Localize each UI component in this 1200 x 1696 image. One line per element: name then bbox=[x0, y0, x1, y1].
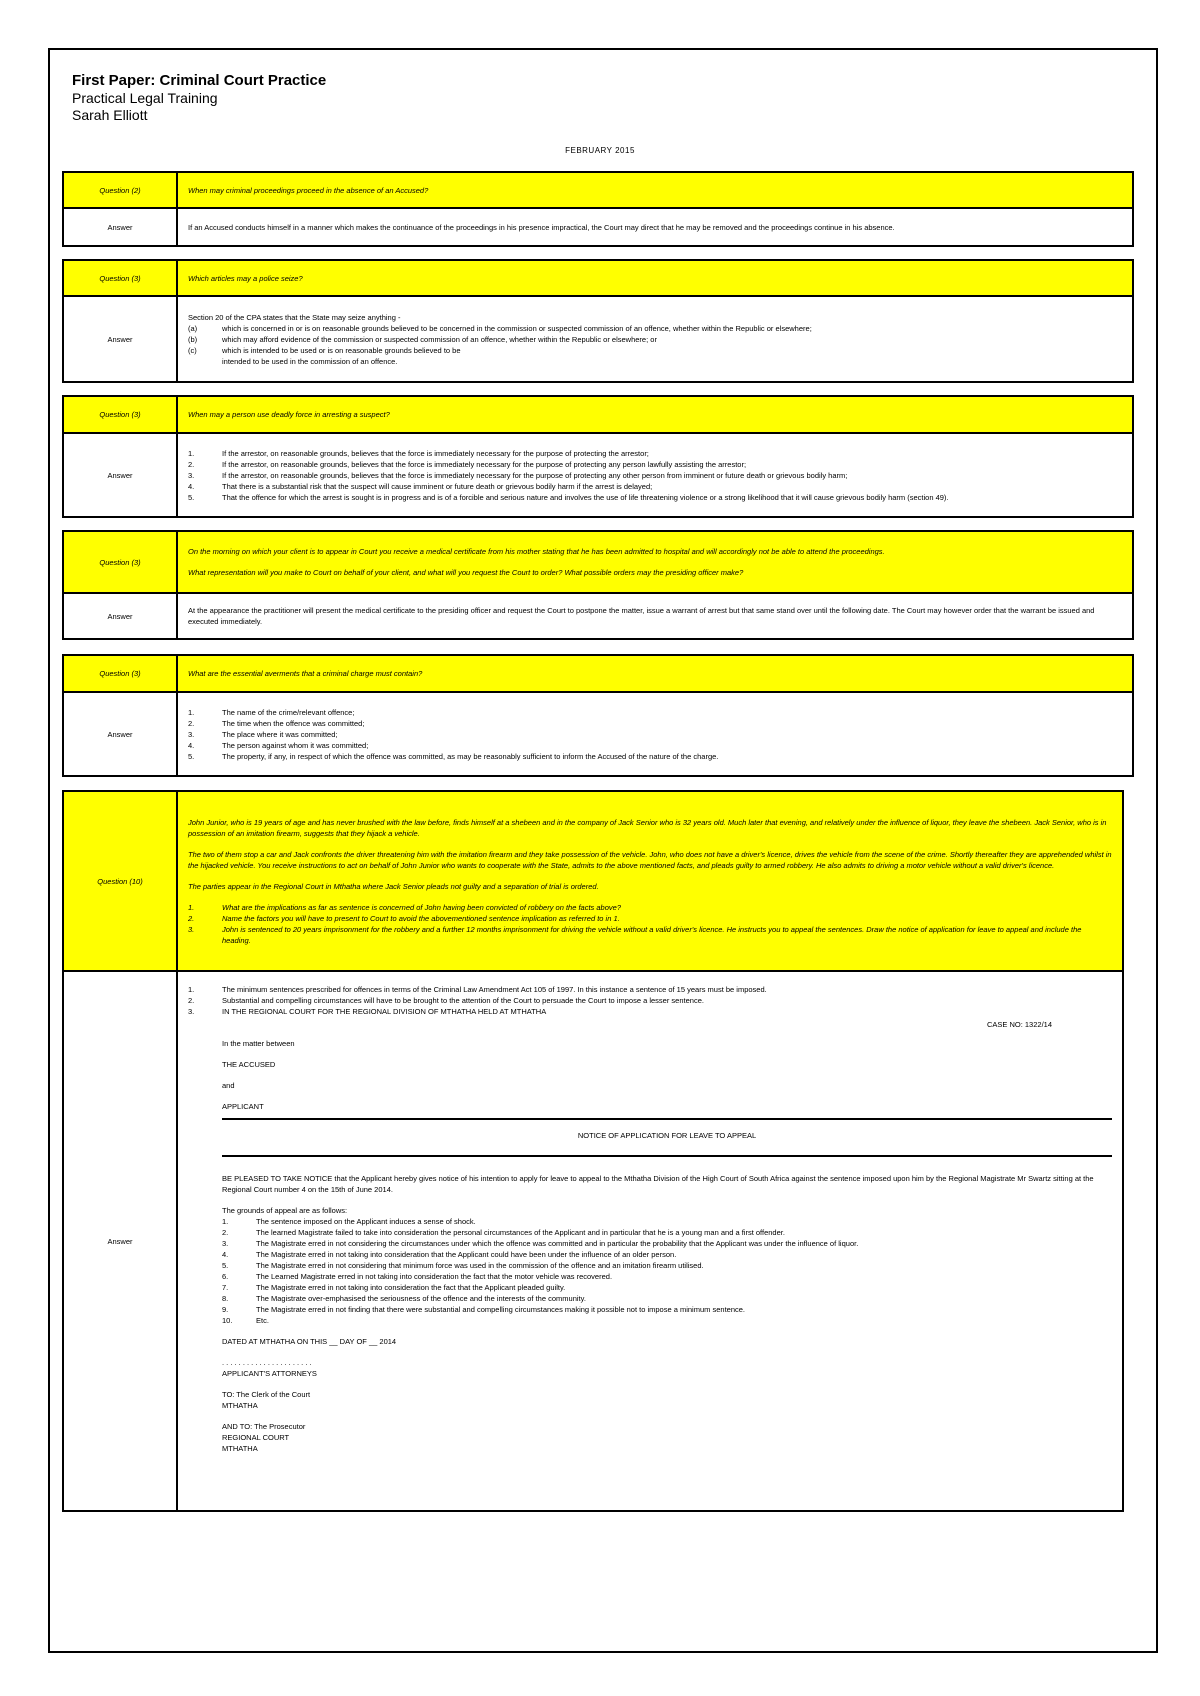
list-item: 5. The property, if any, in respect of which the offence was committed, as may be reasonably sufficient to inform the Accused of the nature of the charge. bbox=[188, 751, 719, 761]
list-item: 1. The sentence imposed on the Applicant induces a sense of shock. bbox=[222, 1217, 476, 1226]
question-paragraph: On the morning on which your client is to appear in Court you receive a medical certificate from his mother stating that he has been admitted to hospital and will accordingly not be able to attend the proceedings. bbox=[188, 547, 885, 556]
notice-block bbox=[222, 1038, 1112, 1454]
list-item: 3. The Magistrate erred in not considering the circumstances under which the offence was committed and in particular the probability that the Applicant was under the influence of liquor. bbox=[222, 1239, 859, 1248]
question-label: Question (3) bbox=[63, 655, 177, 692]
answer-text: At the appearance the practitioner will present the medical certificate to the presiding officer and request the Court to postpone the matter, issue a warrant of arrest but that same stand over until the following date. The Court may however order that the warrant be issued and executed immediately. bbox=[177, 593, 1133, 639]
document-title: First Paper: Criminal Court Practice bbox=[72, 72, 327, 89]
to-clerk-place: MTHATHA bbox=[222, 1401, 258, 1410]
document-subtitle: Practical Legal Training bbox=[72, 90, 218, 106]
to-prosecutor: AND TO: The Prosecutor bbox=[222, 1422, 306, 1431]
answer-label: Answer bbox=[63, 971, 177, 1511]
question-paragraph: The two of them stop a car and Jack confronts the driver threatening him with the imitation firearm and they take possession of the vehicle. John, who does not have a driver's licence, drives the vehicle from the scene of the crime. Shortly thereafter they are apprehended whilst in the hijacked vehicle. You receive instructions to act on behalf of John Junior who wants to cooperate with the State, admits to the above mentioned facts, and pleads guilty to armed robbery. He also admits to driving a motor vehicle without a valid driver's licence. bbox=[188, 849, 1112, 870]
list-item: 1. The name of the crime/relevant offence; bbox=[188, 707, 355, 717]
question-list bbox=[188, 902, 1112, 946]
question-paragraph: The parties appear in the Regional Court in Mthatha where Jack Senior pleads not guilty and a separation of trial is ordered. bbox=[188, 881, 599, 891]
answer-intro: Section 20 of the CPA states that the State may seize anything - bbox=[188, 312, 401, 322]
qa-block-2 bbox=[62, 259, 1134, 383]
answer-label: Answer bbox=[63, 296, 177, 382]
answer-cell bbox=[177, 296, 1133, 382]
list-item: (b) which may afford evidence of the commission or suspected commission of an offence, whether within the Republic or elsewhere; or bbox=[188, 334, 657, 344]
grounds-list bbox=[222, 1216, 1112, 1326]
divider bbox=[222, 1118, 1112, 1120]
question-label: Question (10) bbox=[63, 791, 177, 971]
question-cell bbox=[177, 531, 1133, 593]
list-item: 2. The time when the offence was committed; bbox=[188, 718, 365, 728]
document-author: Sarah Elliott bbox=[72, 107, 148, 123]
qa-block-6 bbox=[62, 790, 1124, 1512]
answer-list bbox=[188, 448, 1122, 503]
qa-block-1 bbox=[62, 171, 1134, 247]
list-item: 10. Etc. bbox=[222, 1316, 269, 1325]
list-item: 1. What are the implications as far as sentence is concerned of John having been convicted of robbery on the facts above? bbox=[188, 902, 621, 912]
list-item: 2. The learned Magistrate failed to take into consideration the personal circumstances of the Applicant and in particular that he is a young man and a first offender. bbox=[222, 1228, 785, 1237]
notice-title: NOTICE OF APPLICATION FOR LEAVE TO APPEAL bbox=[577, 1131, 757, 1140]
answer-cell bbox=[177, 433, 1133, 517]
list-item: 3. John is sentenced to 20 years imprisonment for the robbery and a further 12 months imprisonment for driving the vehicle without a valid driver's licence. He instructs you to appeal the sentences. Draw the notice of application for leave to appeal and include the heading. bbox=[188, 924, 1082, 945]
attorneys-line: APPLICANT'S ATTORNEYS bbox=[222, 1369, 317, 1378]
to-clerk: TO: The Clerk of the Court bbox=[222, 1390, 311, 1399]
list-item: 3. If the arrestor, on reasonable grounds, believes that the force is immediately necessary for the purpose of protecting any other person from imminent or future death or grievous bodily harm; bbox=[188, 470, 848, 480]
answer-label: Answer bbox=[63, 433, 177, 517]
list-item: 1. If the arrestor, on reasonable grounds, believes that the force is immediately necessary for the purpose of protecting the arrestor; bbox=[188, 448, 649, 458]
matter-line: In the matter between bbox=[222, 1039, 295, 1048]
signature-line: . . . . . . . . . . . . . . . . . . . . . . bbox=[222, 1358, 312, 1367]
question-label: Question (2) bbox=[63, 172, 177, 208]
answer-list bbox=[188, 707, 1122, 762]
answer-cell bbox=[177, 692, 1133, 776]
document-header bbox=[72, 72, 326, 124]
qa-block-4 bbox=[62, 530, 1134, 640]
list-item: 5. That the offence for which the arrest is sought is in progress and is of a forcible and serious nature and involves the use of life threatening violence or a strong likelihood that it will cause grievous bodily harm (section 49). bbox=[188, 492, 949, 502]
list-item: 4. The Magistrate erred in not taking into consideration that the Applicant could have been under the influence of an older person. bbox=[222, 1250, 677, 1259]
list-item: 5. The Magistrate erred in not considering that minimum force was used in the commission of the offence and an imitation firearm utilised. bbox=[222, 1261, 704, 1270]
list-item: intended to be used in the commission of an offence. bbox=[222, 356, 398, 366]
question-paragraph: What representation will you make to Court on behalf of your client, and what will you request the Court to order? What possible orders may the presiding officer make? bbox=[188, 568, 744, 577]
question-text: What are the essential averments that a criminal charge must contain? bbox=[177, 655, 1133, 692]
dated-line: DATED AT MTHATHA ON THIS __ DAY OF __ 2014 bbox=[222, 1337, 397, 1346]
list-item: 4. That there is a substantial risk that the suspect will cause imminent or future death or grievous bodily harm if the arrest is delayed; bbox=[188, 481, 653, 491]
list-item: (c) which is intended to be used or is on reasonable grounds believed to be bbox=[188, 345, 461, 355]
case-number: CASE NO: 1322/14 bbox=[986, 1020, 1052, 1029]
question-text: When may a person use deadly force in arresting a suspect? bbox=[177, 396, 1133, 433]
notice-paragraph: BE PLEASED TO TAKE NOTICE that the Applicant hereby gives notice of his intention to apply for leave to appeal to the Mthatha Division of the High Court of South Africa against the sentence imposed upon him by the Regional Magistrate Mr Swartz sitting at the Regional Court number 4 on the 15th of June 2014. bbox=[222, 1174, 1094, 1194]
list-item: (a) which is concerned in or is on reasonable grounds believed to be concerned in the commission or suspected commission of an offence, whether within the Republic or elsewhere; bbox=[188, 323, 812, 333]
list-item: 1. The minimum sentences prescribed for offences in terms of the Criminal Law Amendment Act 105 of 1997. In this instance a sentence of 15 years must be imposed. bbox=[188, 985, 767, 994]
answer-label: Answer bbox=[63, 208, 177, 246]
list-item: 8. The Magistrate over-emphasised the seriousness of the offence and the interests of the community. bbox=[222, 1294, 586, 1303]
party-accused: THE ACCUSED bbox=[222, 1060, 276, 1069]
qa-block-5 bbox=[62, 654, 1134, 777]
list-item: 2. Substantial and compelling circumstances will have to be brought to the attention of the Court to persuade the Court to impose a lesser sentence. bbox=[188, 996, 704, 1005]
answer-label: Answer bbox=[63, 692, 177, 776]
question-paragraph: John Junior, who is 19 years of age and has never brushed with the law before, finds himself at a shebeen and in the company of Jack Senior who is 32 years old. Much later that evening, and relatively under the influence of liquor, they leave the shebeen. Jack Senior, who is in possession of an imitation firearm, suggests that they hijack a vehicle. bbox=[188, 817, 1107, 838]
qa-block-3 bbox=[62, 395, 1134, 518]
and-line: and bbox=[222, 1081, 235, 1090]
answer-label: Answer bbox=[63, 593, 177, 639]
answer-list bbox=[188, 984, 1112, 1017]
list-item: 9. The Magistrate erred in not finding that there were substantial and compelling circumstances making it possible not to impose a minimum sentence. bbox=[222, 1305, 745, 1314]
question-label: Question (3) bbox=[63, 531, 177, 593]
question-text: When may criminal proceedings proceed in the absence of an Accused? bbox=[177, 172, 1133, 208]
list-item: 4. The person against whom it was committed; bbox=[188, 740, 369, 750]
question-label: Question (3) bbox=[63, 260, 177, 296]
party-applicant: APPLICANT bbox=[222, 1102, 264, 1111]
answer-list bbox=[188, 323, 1122, 367]
question-text: Which articles may a police seize? bbox=[177, 260, 1133, 296]
question-label: Question (3) bbox=[63, 396, 177, 433]
question-cell bbox=[177, 791, 1123, 971]
list-item: 7. The Magistrate erred in not taking into consideration the fact that the Applicant pleaded guilty. bbox=[222, 1283, 566, 1292]
list-item: 6. The Learned Magistrate erred in not taking into consideration the fact that the motor vehicle was recovered. bbox=[222, 1272, 613, 1281]
list-item: 3. IN THE REGIONAL COURT FOR THE REGIONAL DIVISION OF MTHATHA HELD AT MTHATHA bbox=[188, 1007, 547, 1016]
answer-text: If an Accused conducts himself in a manner which makes the continuance of the proceedings in his presence impractical, the Court may direct that he may be removed and the proceedings continue in his absence. bbox=[177, 208, 1133, 246]
list-item: 3. The place where it was committed; bbox=[188, 729, 338, 739]
to-prosecutor-place: MTHATHA bbox=[222, 1444, 258, 1453]
list-item: 2. Name the factors you will have to present to Court to avoid the abovementioned sentence implication as referred to in 1. bbox=[188, 913, 620, 923]
divider bbox=[222, 1155, 1112, 1157]
document-date: FEBRUARY 2015 bbox=[565, 146, 635, 155]
list-item: 2. If the arrestor, on reasonable grounds, believes that the force is immediately necessary for the purpose of protecting any person lawfully assisting the arrestor; bbox=[188, 459, 747, 469]
grounds-intro: The grounds of appeal are as follows: bbox=[222, 1206, 348, 1215]
answer-cell bbox=[177, 971, 1123, 1511]
to-prosecutor-court: REGIONAL COURT bbox=[222, 1433, 290, 1442]
